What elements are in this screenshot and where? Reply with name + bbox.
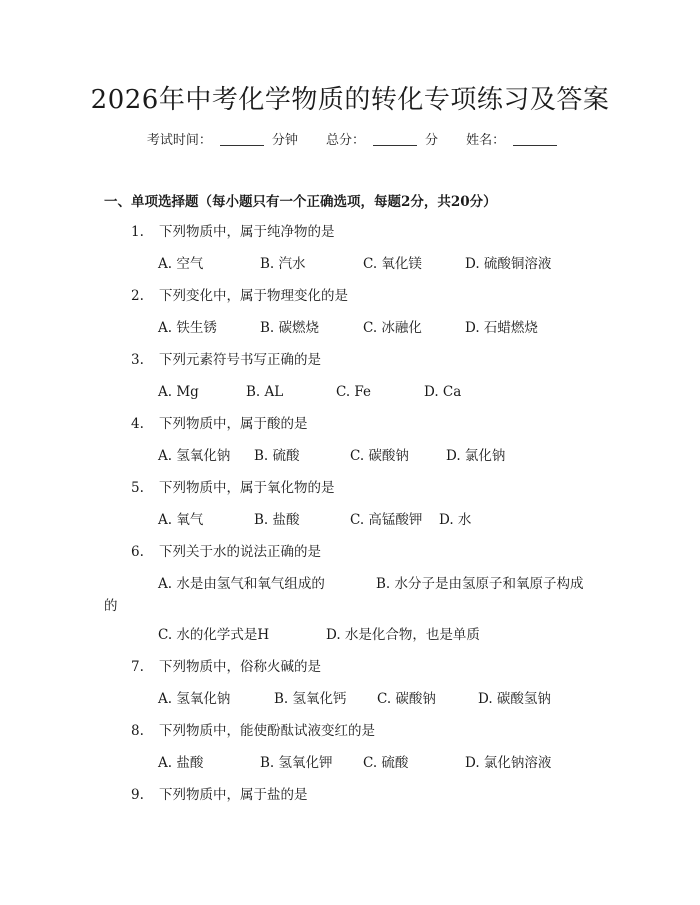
option-c: C. Fe (336, 384, 372, 400)
page-title: 2026年中考化学物质的转化专项练习及答案 (90, 85, 610, 115)
exam-meta (0, 130, 700, 152)
option-b: B. 汽水 (260, 256, 306, 272)
time-label: 考试时间： (146, 133, 212, 148)
question-3 (131, 349, 321, 371)
option-d: D. 氯化钠溶液 (465, 755, 552, 771)
score-label: 总分： (325, 133, 365, 148)
option-c: C. 水的化学式是H (158, 627, 270, 643)
question-text: 下列物质中，属于纯净物的是 (159, 224, 335, 240)
option-c: C. 碳酸钠 (350, 448, 409, 464)
time-unit: 分钟 (271, 133, 298, 148)
score-field (320, 133, 448, 148)
option-b: B. 氢氧化钾 (260, 755, 333, 771)
option-a: A. 水是由氢气和氧气组成的 (158, 576, 325, 592)
question-text: 下列关于水的说法正确的是 (159, 544, 321, 560)
time-field (141, 133, 308, 148)
option-c: C. 高锰酸钾 (350, 512, 423, 528)
question-4 (131, 413, 308, 435)
question-number: 2. (131, 288, 144, 304)
option-b: B. 硫酸 (254, 448, 300, 464)
section-heading: 一、单项选择题（每小题只有一个正确选项，每题2分，共20分） (104, 194, 497, 210)
question-text: 下列物质中，属于盐的是 (159, 787, 308, 803)
option-c: C. 碳酸钠 (377, 691, 436, 707)
option-d: D. Ca (424, 384, 462, 400)
score-blank (373, 131, 417, 146)
option-a: A. 铁生锈 (158, 320, 217, 336)
question-7 (131, 656, 321, 678)
score-unit: 分 (425, 133, 439, 148)
question-8 (131, 720, 375, 742)
question-number: 4. (131, 416, 144, 432)
question-text: 下列元素符号书写正确的是 (159, 352, 321, 368)
time-blank (220, 131, 264, 146)
option-d: D. 石蜡燃烧 (465, 320, 538, 336)
option-a: A. 氧气 (158, 512, 204, 528)
question-text: 下列物质中，属于氧化物的是 (159, 480, 335, 496)
name-blank (513, 131, 557, 146)
question-5 (131, 477, 335, 499)
option-d: D. 氯化钠 (446, 448, 506, 464)
option-d: D. 硫酸铜溶液 (465, 256, 552, 272)
option-a: A. 空气 (158, 256, 204, 272)
question-number: 6. (131, 544, 144, 560)
question-9 (131, 784, 308, 806)
question-number: 3. (131, 352, 144, 368)
option-b: B. 水分子是由氢原子和氧原子构成 (376, 576, 584, 592)
question-number: 5. (131, 480, 144, 496)
option-b: B. 盐酸 (254, 512, 300, 528)
option-c: C. 冰融化 (363, 320, 422, 336)
option-d: D. 水 (439, 512, 472, 528)
name-label: 姓名： (466, 133, 506, 148)
option-d: D. 水是化合物，也是单质 (326, 627, 480, 643)
question-6 (131, 541, 321, 563)
name-field (460, 133, 559, 148)
question-1 (131, 221, 335, 243)
option-c: C. 氧化镁 (363, 256, 422, 272)
question-2 (131, 285, 348, 307)
question-number: 9. (131, 787, 144, 803)
option-b: B. 氢氧化钙 (274, 691, 347, 707)
option-b: B. AL (246, 384, 284, 400)
option-d: D. 碳酸氢钠 (478, 691, 551, 707)
question-text: 下列物质中，俗称火碱的是 (159, 659, 321, 675)
option-a: A. Mg (158, 384, 199, 400)
option-a: A. 氢氧化钠 (158, 448, 231, 464)
question-number: 8. (131, 723, 144, 739)
option-a: A. 氢氧化钠 (158, 691, 231, 707)
question-number: 1. (131, 224, 144, 240)
question-text: 下列物质中，属于酸的是 (159, 416, 308, 432)
option-b: B. 碳燃烧 (260, 320, 320, 336)
question-number: 7. (131, 659, 144, 675)
option-a: A. 盐酸 (158, 755, 204, 771)
option-b-continuation: 的 (104, 598, 118, 614)
option-c: C. 硫酸 (363, 755, 409, 771)
question-text: 下列变化中，属于物理变化的是 (159, 288, 348, 304)
question-text: 下列物质中，能使酚酞试液变红的是 (159, 723, 375, 739)
